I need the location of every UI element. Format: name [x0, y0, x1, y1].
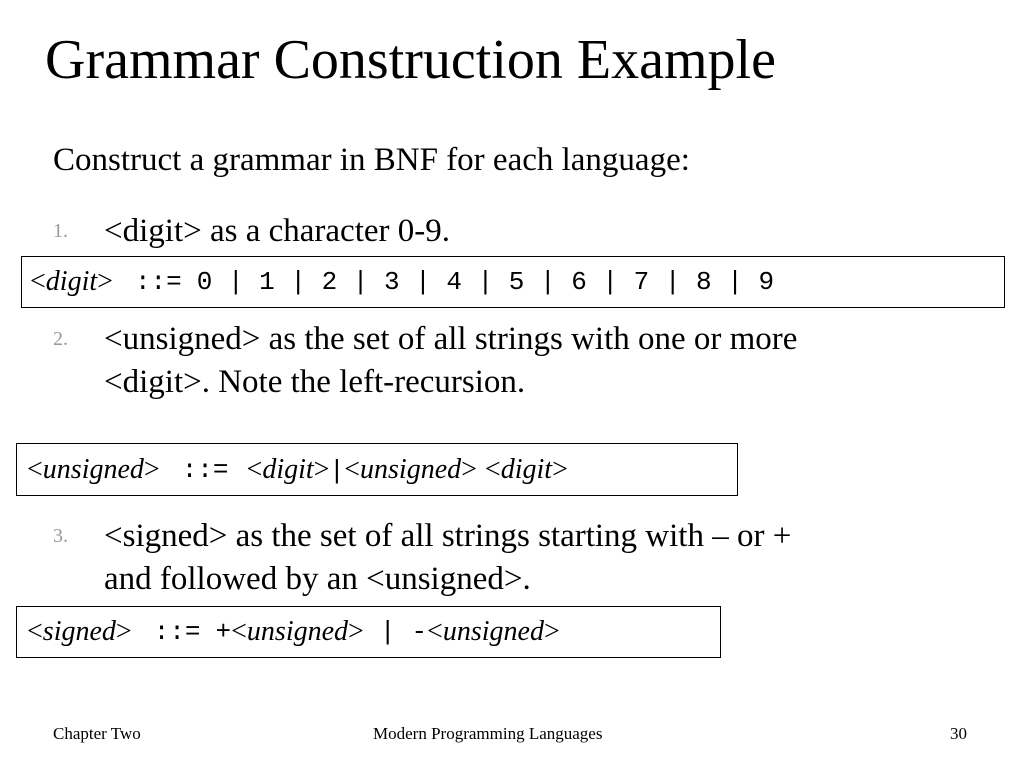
- nonterminal: digit: [500, 453, 553, 485]
- list-item-line: and followed by an <unsigned>.: [104, 561, 531, 597]
- bnf-operator: ::=: [181, 454, 229, 485]
- nonterminal: unsigned: [442, 616, 544, 647]
- bnf-plus: +: [215, 617, 232, 647]
- list-item-line: <digit>. Note the left-recursion.: [104, 364, 526, 400]
- bnf-separator: |: [379, 617, 396, 647]
- bnf-rule-signed: < signed > ::= + < unsigned > | - < unsigned >: [16, 606, 721, 658]
- list-number: 1.: [53, 220, 68, 242]
- nonterminal: digit: [262, 453, 314, 485]
- footer-book-title: Modern Programming Languages: [373, 724, 603, 743]
- list-item-line: <digit> as a character 0-9.: [104, 213, 450, 249]
- list-item-text: [104, 515, 974, 601]
- list-item-line: <unsigned> as the set of all strings with one or more: [104, 321, 798, 357]
- bnf-separator: |: [333, 454, 341, 484]
- bnf-operator: ::=: [153, 617, 201, 647]
- bnf-operator: ::=: [134, 267, 182, 297]
- list-number: 2.: [53, 328, 68, 350]
- nonterminal: unsigned: [360, 453, 462, 485]
- footer-chapter: Chapter Two: [53, 724, 141, 743]
- bnf-rule-digit: < digit > ::= 0 | 1 | 2 | 3 | 4 | 5 | 6 | 7 | 8 | 9: [21, 256, 1005, 308]
- intro-text: Construct a grammar in BNF for each language:: [53, 142, 690, 178]
- list-number: 3.: [53, 525, 68, 547]
- nonterminal-lhs: signed: [42, 616, 116, 647]
- page-number: 30: [950, 724, 967, 743]
- list-item-line: <signed> as the set of all strings starting with – or +: [104, 518, 792, 554]
- list-item-text: [104, 318, 974, 404]
- bnf-alternatives: 0 | 1 | 2 | 3 | 4 | 5 | 6 | 7 | 8 | 9: [196, 267, 775, 297]
- list-item-text: [104, 210, 974, 253]
- nonterminal-lhs: digit: [45, 266, 98, 297]
- nonterminal: unsigned: [246, 616, 349, 647]
- bnf-minus: -: [411, 617, 428, 647]
- nonterminal-lhs: unsigned: [42, 453, 144, 485]
- slide-title: Grammar Construction Example: [45, 29, 776, 91]
- bnf-rule-unsigned: < unsigned > ::= < digit > | < unsigned > < digit >: [16, 443, 738, 496]
